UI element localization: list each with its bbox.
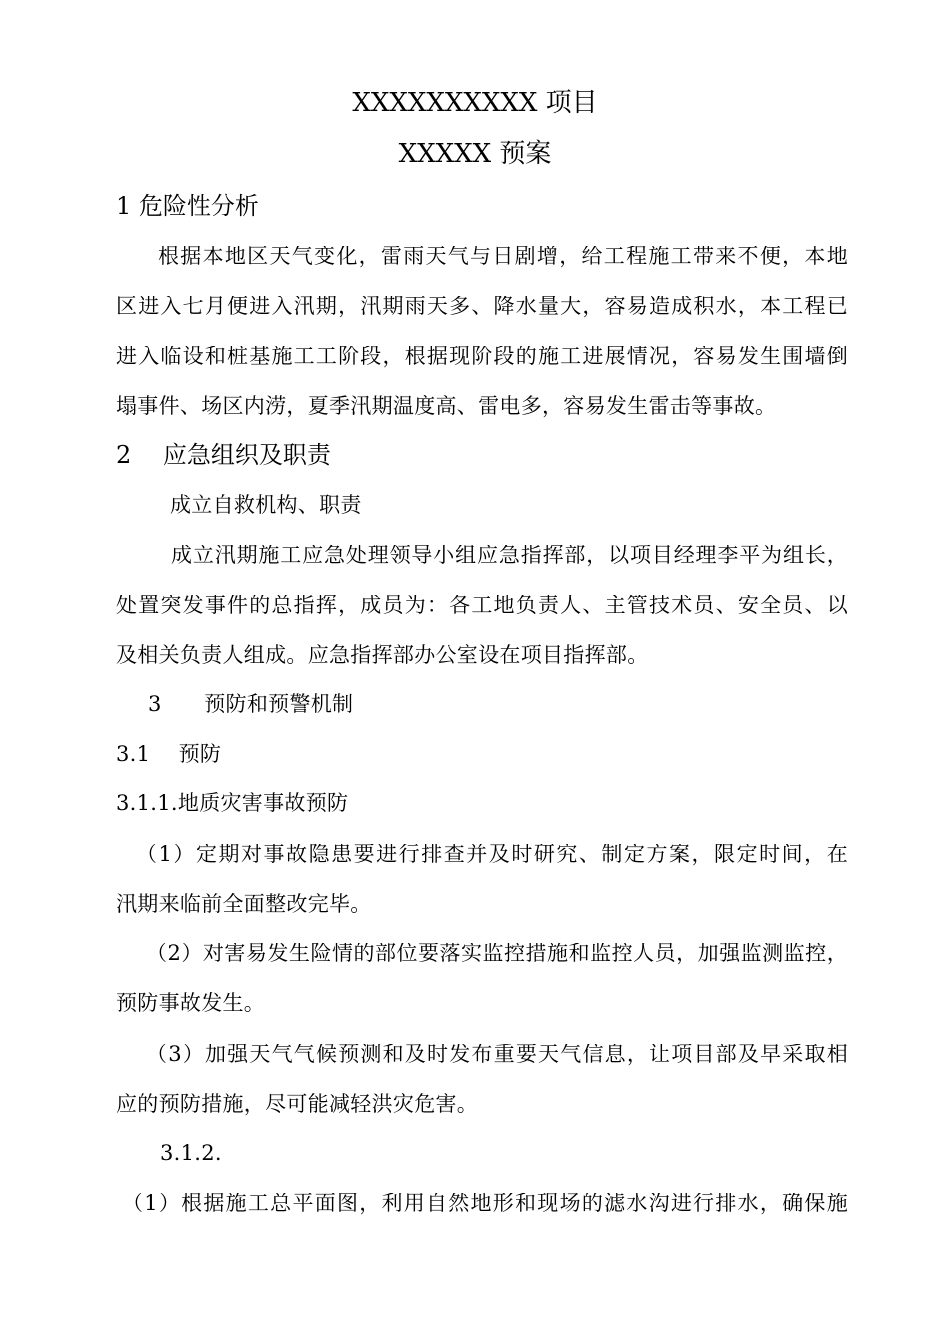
- subsection-3-1-1-heading: 3.1.1.地质灾害事故预防: [116, 791, 349, 815]
- section-1-paragraph-line: 塌事件、场区内涝，夏季汛期温度高、雷电多，容易发生雷击等事故。: [116, 394, 777, 418]
- item-2-line: （2）对害易发生险情的部位要落实监控措施和监控人员，加强监测监控，: [146, 943, 848, 965]
- subsection-3-1-heading: 3.1 预防: [116, 742, 222, 766]
- item-3-line: 应的预防措施，尽可能减轻洪灾危害。: [116, 1092, 479, 1116]
- section-1-paragraph-line: 根据本地区天气变化，雷雨天气与日剧增，给工程施工带来不便，本地: [158, 246, 848, 268]
- document-title: XXXXXXXXXX 项目: [352, 88, 598, 118]
- section-2-paragraph-line: 成立汛期施工应急处理领导小组应急指挥部，以项目经理李平为组长，: [171, 545, 848, 567]
- document-subtitle: XXXXX 预案: [398, 139, 552, 169]
- section-2-subheading: 成立自救机构、职责: [170, 493, 362, 517]
- section-1-heading: 1 危险性分析: [116, 192, 259, 220]
- section-2-paragraph-line: 处置突发事件的总指挥，成员为：各工地负责人、主管技术员、安全员、以: [116, 595, 848, 617]
- section-1-paragraph-line: 区进入七月便进入汛期，汛期雨天多、降水量大，容易造成积水，本工程已: [116, 296, 848, 318]
- item-1-line: 汛期来临前全面整改完毕。: [116, 892, 372, 916]
- item-1-line: （1）定期对事故隐患要进行排查并及时研究、制定方案，限定时间，在: [136, 844, 848, 866]
- item-2-line: 预防事故发生。: [116, 991, 266, 1015]
- subsection-3-1-2-heading: 3.1.2.: [160, 1141, 222, 1165]
- section-2-paragraph-line: 及相关负责人组成。应急指挥部办公室设在项目指挥部。: [116, 643, 649, 667]
- section-1-paragraph-line: 进入临设和桩基施工工阶段，根据现阶段的施工进展情况，容易发生围墙倒: [116, 346, 848, 368]
- item-3-line: （3）加强天气气候预测和及时发布重要天气信息，让项目部及早采取相: [146, 1044, 848, 1066]
- item-4-line: （1）根据施工总平面图，利用自然地形和现场的滤水沟进行排水，确保施: [122, 1193, 848, 1215]
- section-2-heading: 2 应急组织及职责: [116, 441, 331, 469]
- section-3-heading: 3 预防和预警机制: [148, 692, 354, 716]
